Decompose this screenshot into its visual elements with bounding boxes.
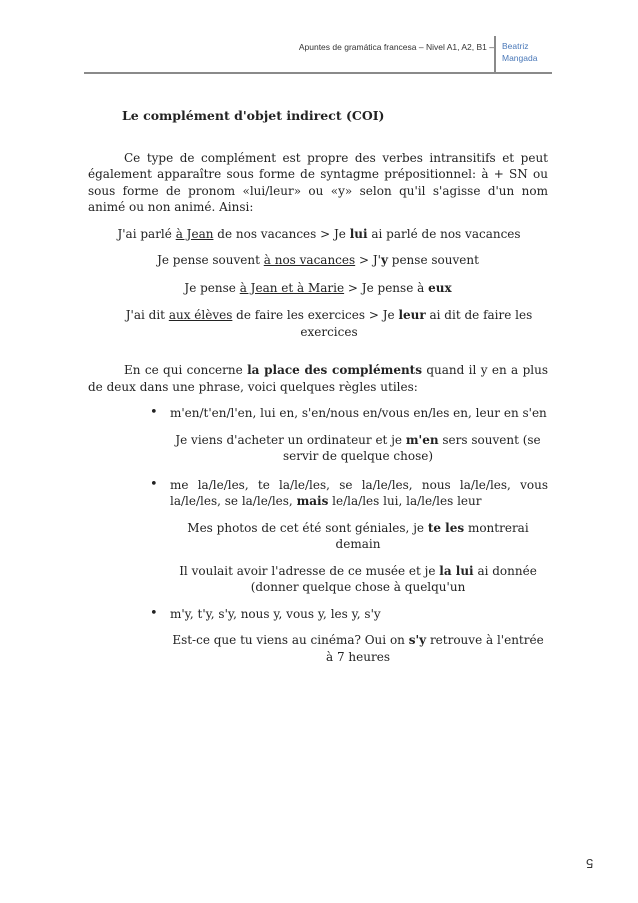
header-author-first: Beatriz <box>502 41 529 51</box>
rules-list <box>88 405 548 422</box>
rule-2: • me la/le/les, te la/le/les, se la/le/les, nous la/le/les, vous la/le/les, se la/le/les, mais le/la/les lui, la/le/les leur <box>150 477 548 510</box>
rule-3-example: Est-ce que tu viens au cinéma? Oui on s'y retrouve à l'entrée à 7 heures <box>172 633 544 664</box>
example-2: Je pense souvent à nos vacances > J'y pense souvent <box>157 253 479 267</box>
page-header <box>84 36 552 74</box>
rule-1: • m'en/t'en/l'en, lui en, s'en/nous en/vous en/les en, leur en s'en <box>150 405 548 422</box>
rule-2-example-1: Mes photos de cet été sont géniales, je te les montrerai demain <box>187 520 529 551</box>
example-1: J'ai parlé à Jean de nos vacances > Je lui ai parlé de nos vacances <box>117 226 521 241</box>
header-author <box>502 40 558 64</box>
example-3: Je pense à Jean et à Marie > Je pense à eux <box>184 280 452 295</box>
header-author-last: Mangada <box>502 53 538 63</box>
example-4: J'ai dit aux élèves de faire les exercices > Je leur ai dit de faire les exercices <box>125 308 533 339</box>
header-divider <box>494 36 496 72</box>
intro-paragraph: Ce type de complément est propre des verbes intransitifs et peut également apparaître sous forme de syntagme prépositionnel: à + SN ou sous forme de pronom «lui/leur» ou «y» selon qu'il s'agisse d'un nom animé ou non animé. Ainsi: <box>88 150 548 214</box>
page-number: 5 <box>586 856 594 871</box>
rules-list-2 <box>88 477 548 510</box>
rules-list-3 <box>88 606 548 623</box>
rule-3: • m'y, t'y, s'y, nous y, vous y, les y, s'y <box>150 606 548 623</box>
document-body <box>88 108 548 665</box>
section-title: Le complément d'objet indirect (COI) <box>122 108 385 123</box>
placement-paragraph: En ce qui concerne la place des compléments quand il y en a plus de deux dans une phrase, voici quelques règles utiles: <box>88 363 548 394</box>
rule-1-example: Je viens d'acheter un ordinateur et je m'en sers souvent (se servir de quelque chose) <box>175 432 541 463</box>
rule-2-example-2: Il voulait avoir l'adresse de ce musée et je la lui ai donnée (donner quelque chose à quelqu'un <box>179 563 537 594</box>
header-course-title: Apuntes de gramática francesa – Nivel A1, A2, B1 – <box>298 42 494 52</box>
